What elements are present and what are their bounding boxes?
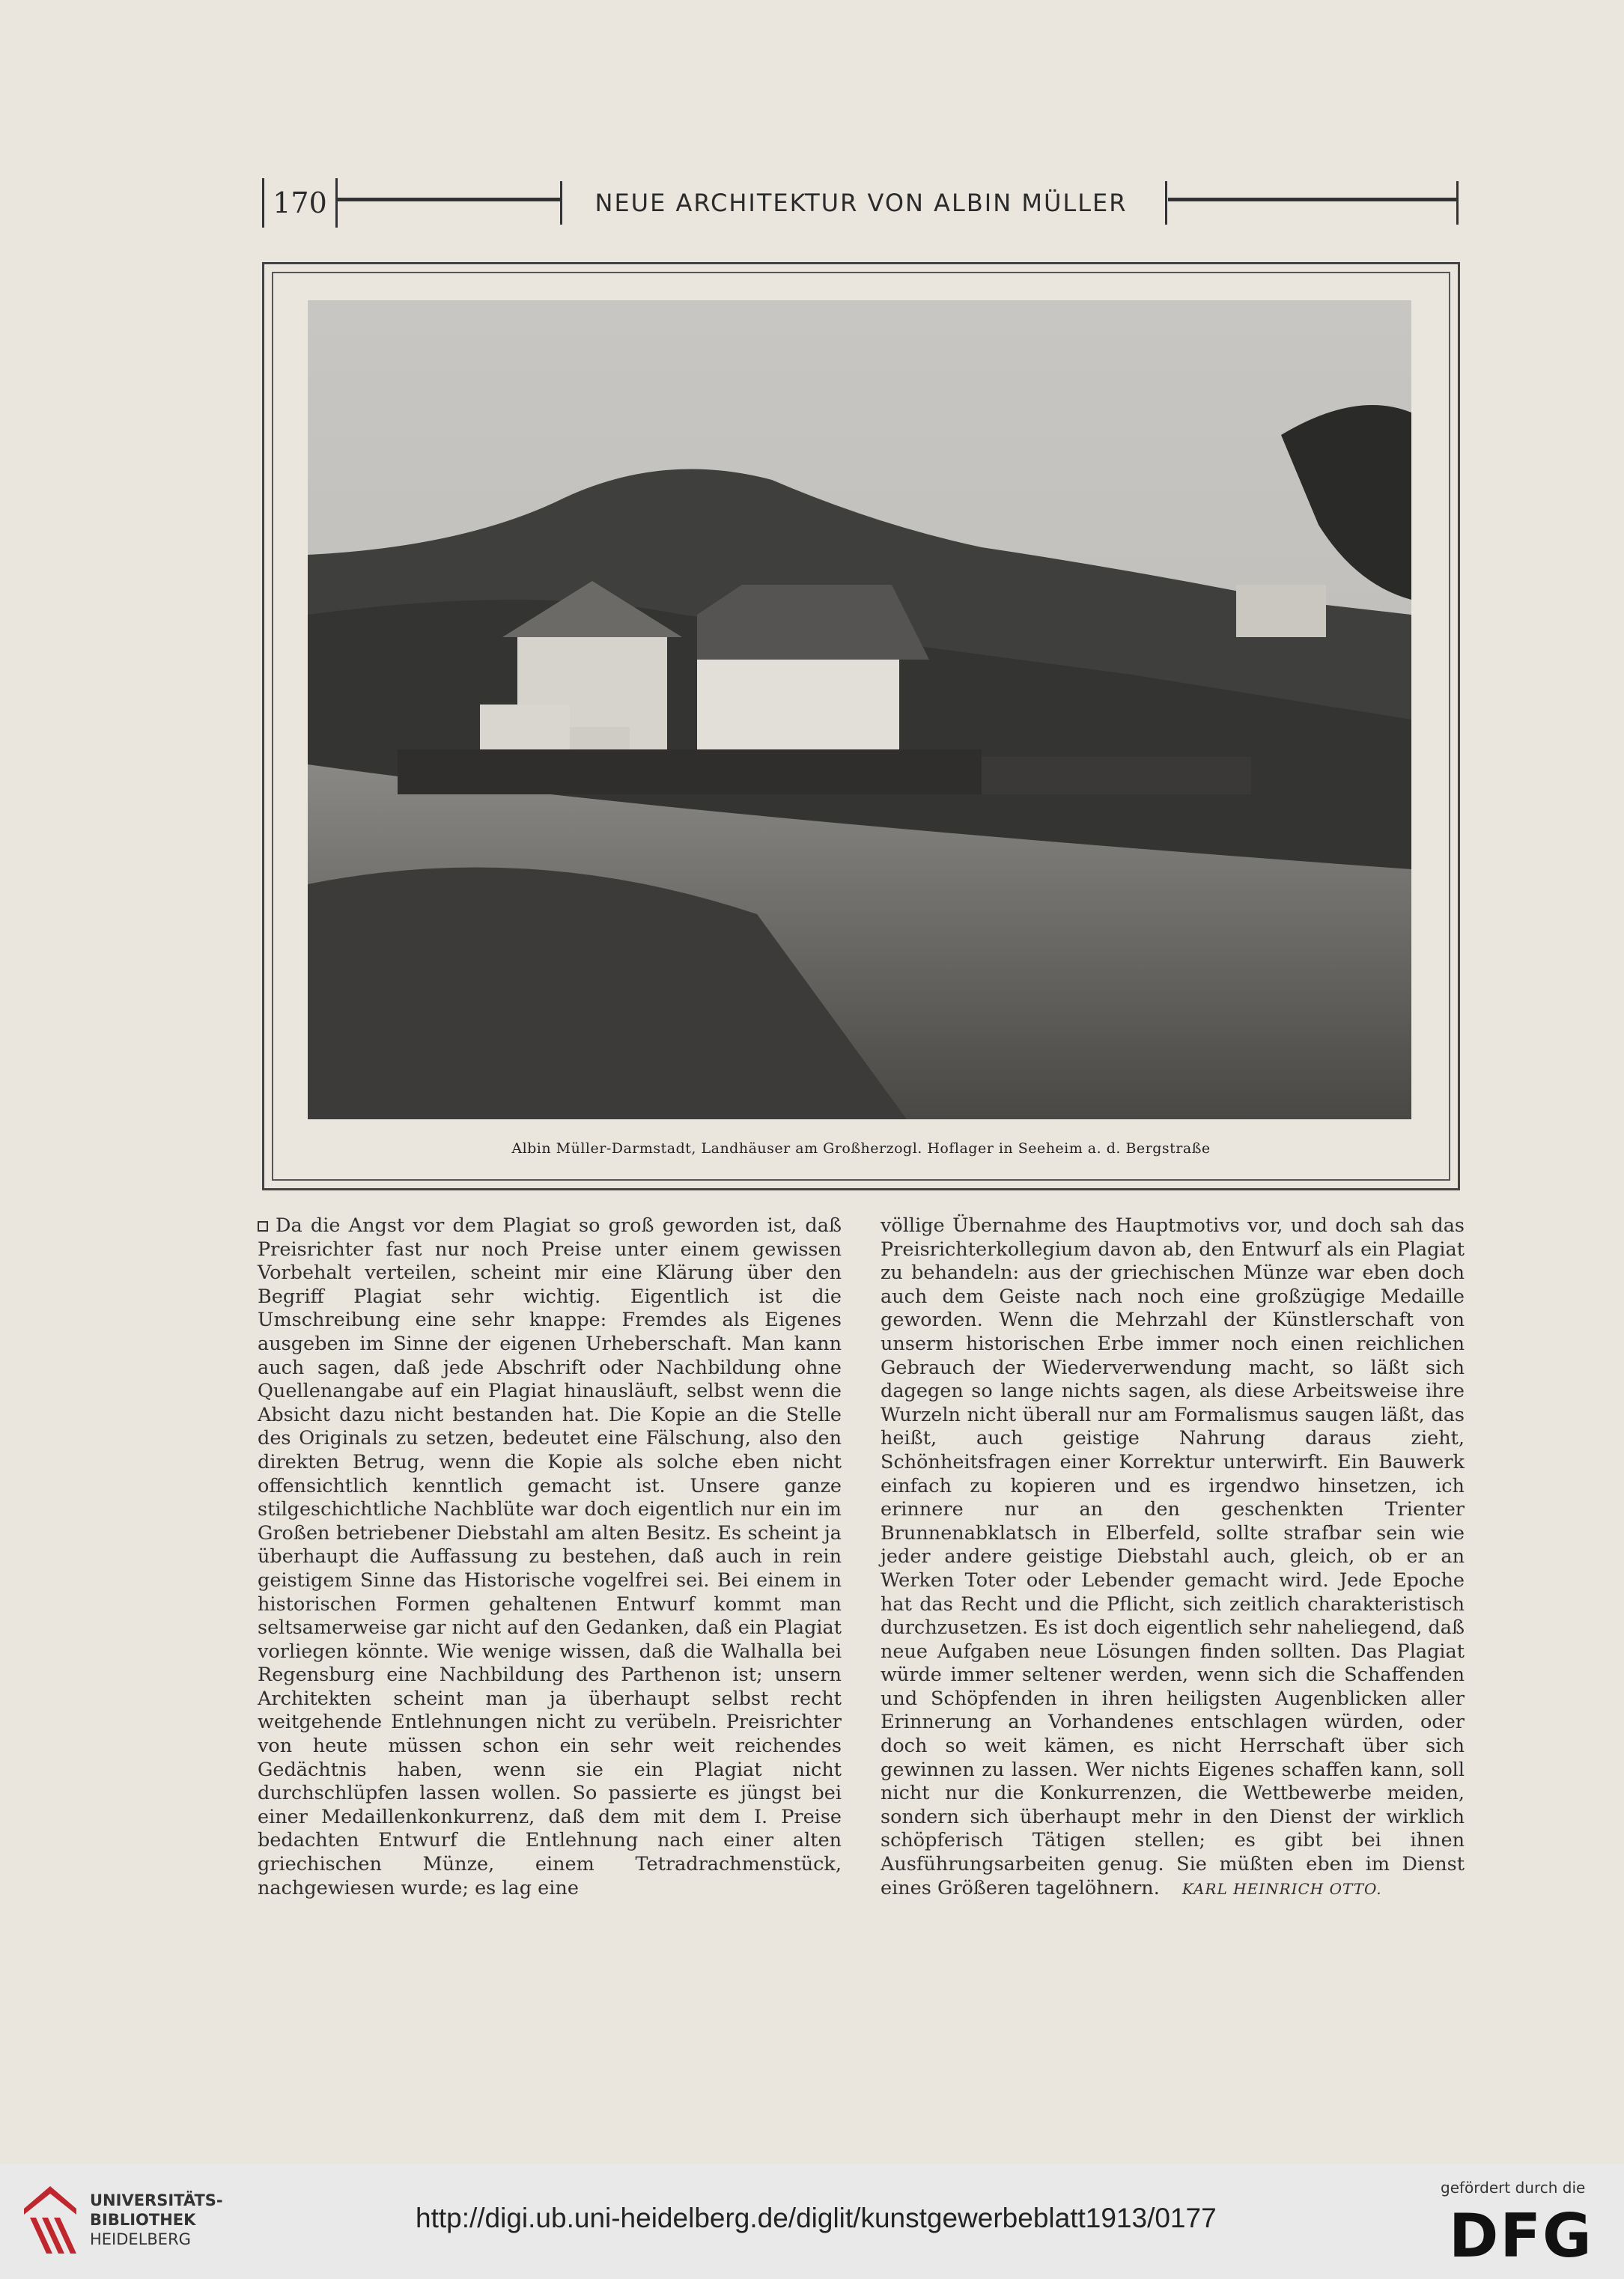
paragraph: [881, 1214, 1465, 1901]
page-number: 170: [262, 178, 338, 228]
library-name-line: HEIDELBERG: [90, 2230, 191, 2248]
text-column-left: [258, 1214, 842, 1900]
author-signature: KARL HEINRICH OTTO.: [1181, 1879, 1382, 1898]
source-url-link[interactable]: http://digi.ub.uni-heidelberg.de/diglit/kunstgewerbeblatt1913/0177: [416, 2203, 1217, 2233]
header-rule-left: [335, 198, 560, 201]
dfg-logo: DFG: [1449, 2201, 1593, 2271]
text-column-right: [881, 1214, 1465, 1901]
header-divider: [1165, 181, 1167, 225]
header-divider: [1456, 181, 1459, 225]
university-library-logo-icon: [16, 2179, 84, 2261]
figure-caption: Albin Müller-Darmstadt, Landhäuser am Großherzogl. Hoflager in Seeheim a. d. Bergstraße: [511, 1140, 1211, 1157]
running-title: NEUE ARCHITEKTUR VON ALBIN MÜLLER: [594, 189, 1128, 217]
paragraph-text: völlige Übernahme des Hauptmotivs vor, und doch sah das Preisrichterkollegium davon ab, den Entwurf als ein Plagiat zu behandeln: aus der griechischen Münze war eben doch auch dem Geiste nach noch eine großzügige Medaille geworden. Wenn die Mehrzahl der Künstlerschaft von unserm historischen Erbe immer noch einen reichlichen Gebrauch der Wiederverwendung macht, so läßt sich dagegen so lange nichts sagen, als diese Arbeitsweise ihre Wurzeln nicht überall nur am Formalismus saugen läßt, das heißt, auch geistige Nahrung daraus zieht, Schönheitsfragen einer Korrektur unterwirft. Ein Bauwerk einfach zu kopieren und es irgendwo hinsetzen, ich erinnere nur an den geschenkten Trienter Brunnenabklatsch in Elberfeld, sollte strafbar sein wie jeder andere geistige Diebstahl auch, gleich, ob er an Werken Toter oder Lebender gemacht wird. Jede Epoche hat das Recht und die Pflicht, sich zeitlich charakteristisch durchzusetzen. Es ist doch eigentlich sehr naheliegend, daß neue Aufgaben neue Lösungen finden sollten. Das Plagiat würde immer seltener werden, wenn sich die Schaffenden und Schöpfenden in ihren heiligsten Augenblicken aller Erinnerung an Vorhandenes entschlagen würden, oder doch so weit kämen, es nicht Herrschaft über sich gewinnen zu lassen. Wer nichts Eigenes schaffen kann, soll nicht nur die Konkurrenzen, die Wettbewerbe meiden, sondern sich überhaupt mehr in den Dienst der wirklich schöpferisch Tätigen stellen; es gibt bei ihnen Ausführungsarbeiten genug. Sie müßten eben im Dienst eines Größeren tagelöhnern.: [881, 1214, 1465, 1899]
paragraph-text: Da die Angst vor dem Plagiat so groß geworden ist, daß Preisrichter fast nur noch Preise unter einem gewissen Vorbehalt verteilen, scheint mir eine Klärung über den Begriff Plagiat sehr wichtig. Eigentlich ist die Umschreibung eine sehr knappe: Fremdes als Eigenes ausgeben im Sinne der eigenen Urheberschaft. Man kann auch sagen, daß jede Abschrift oder Nachbildung ohne Quellenangabe auf ein Plagiat hinausläuft, selbst wenn die Absicht dazu nicht bestanden hat. Die Kopie an die Stelle des Originals zu setzen, bedeutet eine Fälschung, also den direkten Betrug, wenn die Kopie als solche eben nicht offensichtlich kenntlich gemacht ist. Unsere ganze stilgeschichtliche Nachblüte war doch eigentlich nur ein im Großen betriebener Diebstahl am alten Besitz. Es scheint ja überhaupt die Auffassung zu bestehen, daß auch in rein geistigem Sinne das Historische vogelfrei sei. Bei einem in historischen Formen gehaltenen Entwurf kommt man seltsamerweise gar nicht auf den Gedanken, daß ein Plagiat vorliegen könnte. Wie wenige wissen, daß die Walhalla bei Regensburg eine Nachbildung des Parthenon ist; unsern Architekten scheint man ja überhaupt selbst recht weitgehende Entlehnungen nicht zu verübeln. Preisrichter von heute müssen schon ein sehr weit reichendes Gedächtnis haben, wenn sie ein Plagiat nicht durchschlüpfen lassen wollen. So passierte es jüngst bei einer Medaillenkonkurrenz, daß dem mit dem I. Preise bedachten Entwurf die Entlehnung nach einer alten griechischen Münze, einem Tetradrachmenstück, nachgewiesen wurde; es lag eine: [258, 1214, 842, 1899]
page-header: [262, 178, 1460, 229]
paragraph-marker-icon: [258, 1221, 268, 1232]
paragraph: [258, 1214, 842, 1900]
header-rule-right: [1168, 198, 1456, 201]
landscape-photo: [308, 300, 1411, 1119]
library-name: [90, 2191, 223, 2249]
funding-label: gefördert durch die: [1441, 2179, 1586, 2197]
library-name-line: BIBLIOTHEK: [90, 2211, 196, 2229]
viewer-footer: [0, 2164, 1624, 2279]
figure-frame: [262, 262, 1460, 1190]
library-name-line: UNIVERSITÄTS-: [90, 2191, 223, 2209]
